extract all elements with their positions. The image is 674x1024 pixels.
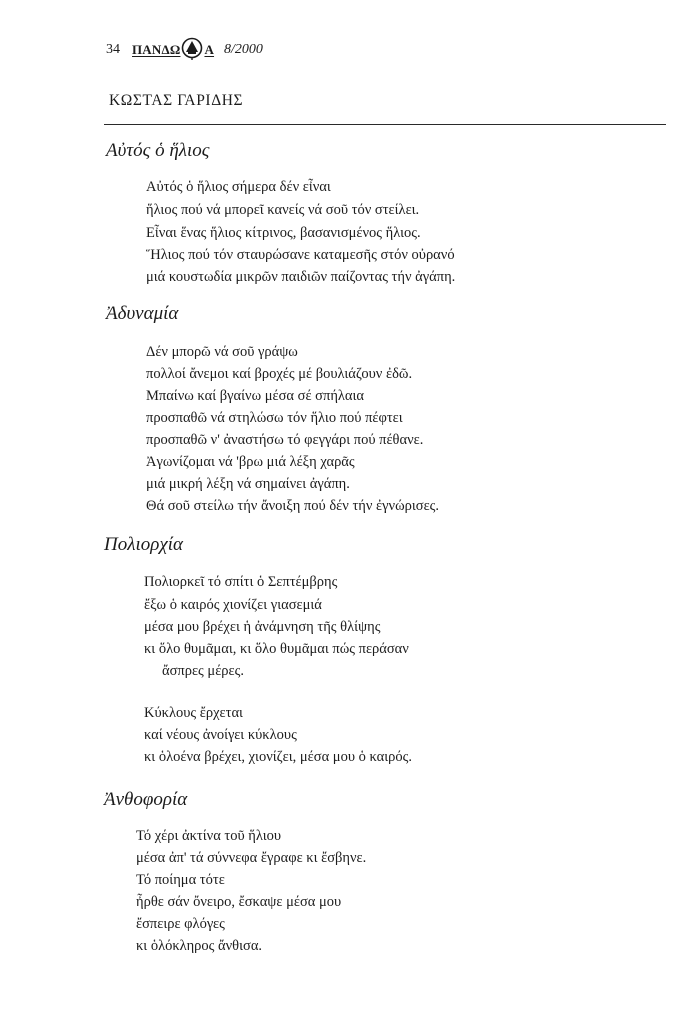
poem-line: μέσα ἀπ' τά σύννεφα ἔγραφε κι ἔσβηνε. xyxy=(136,850,367,866)
poem-line: Τό χέρι ἀκτίνα τοῦ ἥλιου xyxy=(136,828,282,844)
poem-line: Τό ποίημα τότε xyxy=(136,872,225,888)
poem-line: μιά κουστωδία μικρῶν παιδιῶν παίζοντας τήν ἀγάπη. xyxy=(146,269,456,285)
poem-title: Ἀνθοφορία xyxy=(104,789,188,810)
poem-line: Πολιορκεῖ τό σπίτι ὁ Σεπτέμβρης xyxy=(144,574,338,590)
poem-line: Ἀγωνίζομαι νά 'βρω μιά λέξη χαρᾶς xyxy=(146,454,355,470)
poem-line: κι ὅλο θυμᾶμαι, κι ὅλο θυμᾶμαι πώς περάσαν xyxy=(144,641,409,657)
poem-line: ἔσπειρε φλόγες xyxy=(136,916,225,932)
poem-title: Ἀδυναμία xyxy=(106,303,179,324)
poem-line: ἔξω ὁ καιρός χιονίζει γιασεμιά xyxy=(144,597,322,613)
lamp-logo-icon xyxy=(181,36,203,64)
poem-line: Μπαίνω καί βγαίνω μέσα σέ σπήλαια xyxy=(146,388,365,404)
page-header xyxy=(106,34,263,66)
poem-line: ἦρθε σάν ὄνειρο, ἔσκαψε μέσα μου xyxy=(136,894,342,910)
poem-line: κι ὁλόκληρος ἄνθισα. xyxy=(136,938,263,954)
poem-line: καί νέους ἀνοίγει κύκλους xyxy=(144,727,297,743)
page-number: 34 xyxy=(106,42,120,57)
header-divider xyxy=(104,124,666,125)
poem-line: Εἶναι ἕνας ἥλιος κίτρινος, βασανισμένος ἥλιος. xyxy=(146,225,421,241)
poem-line: Ἥλιος πού τόν σταυρώσανε καταμεσῆς στόν οὐρανό xyxy=(146,247,455,263)
poem-line: ἄσπρες μέρες. xyxy=(162,663,244,679)
issue-number: 8/2000 xyxy=(224,42,263,57)
poem-line: Αὐτός ὁ ἥλιος σήμερα δέν εἶναι xyxy=(146,179,331,195)
poem-line: κι ὁλοένα βρέχει, χιονίζει, μέσα μου ὁ καιρός. xyxy=(144,749,413,765)
poem-line: πολλοί ἄνεμοι καί βροχές μέ βουλιάζουν ἐδῶ. xyxy=(146,366,413,382)
journal-masthead xyxy=(132,36,214,64)
poem-line: μιά μικρή λέξη νά σημαίνει ἀγάπη. xyxy=(146,476,350,492)
masthead-left-text: ΠΑΝΔΩ xyxy=(132,42,181,57)
masthead-right-text: Α xyxy=(204,42,215,57)
poem-line: Δέν μπορῶ νά σοῦ γράψω xyxy=(146,344,298,360)
poem-line: προσπαθῶ νά στηλώσω τόν ἥλιο πού πέφτει xyxy=(146,410,403,426)
author-name: ΚΩΣΤΑΣ ΓΑΡΙΔΗΣ xyxy=(109,92,244,109)
poem-title: Αὐτός ὁ ἥλιος xyxy=(106,140,210,161)
poem-line: Θά σοῦ στείλω τήν ἄνοιξη πού δέν τήν ἐγνώρισες. xyxy=(146,498,440,514)
poem-line: προσπαθῶ ν' ἀναστήσω τό φεγγάρι πού πέθανε. xyxy=(146,432,424,448)
poem-line: μέσα μου βρέχει ἡ ἀνάμνηση τῆς θλίψης xyxy=(144,619,381,635)
poem-title: Πολιορχία xyxy=(104,534,183,555)
poem-line: Κύκλους ἔρχεται xyxy=(144,705,243,721)
poem-line: ἥλιος πού νά μπορεῖ κανείς νά σοῦ τόν στείλει. xyxy=(146,202,420,218)
